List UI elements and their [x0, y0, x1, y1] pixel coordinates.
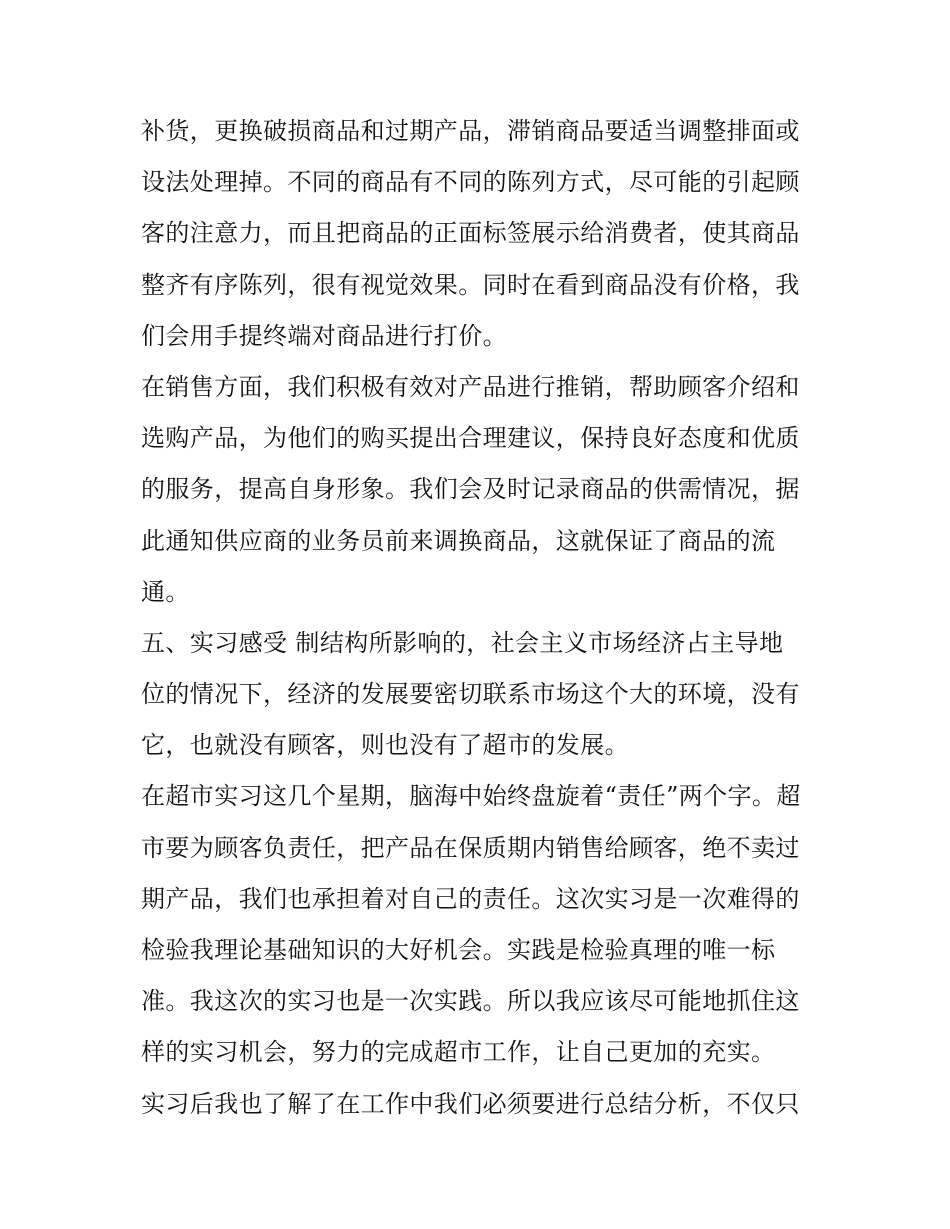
- body-text: [141, 106, 821, 1130]
- text-line: 整齐有序陈列，很有视觉效果。同时在看到商品没有价格，我: [141, 270, 800, 299]
- text-line: 检验我理论基础知识的大好机会。实践是检验真理的唯一标: [141, 936, 776, 964]
- text-line: 在销售方面，我们积极有效对产品进行推销，帮助顾客介绍和: [141, 372, 800, 401]
- text-line: 它，也就没有顾客，则也没有了超市的发展。: [141, 731, 629, 760]
- text-line: 准。我这次的实习也是一次实践。所以我应该尽可能地抓住这: [141, 987, 800, 1016]
- text-line: 设法处理掉。不同的商品有不同的陈列方式，尽可能的引起顾: [141, 168, 800, 197]
- text-line: 补货，更换破损商品和过期产品，滞销商品要适当调整排面或: [141, 117, 800, 145]
- text-line: 市要为顾客负责任，把产品在保质期内销售给顾客，绝不卖过: [141, 833, 800, 862]
- text-line: 此通知供应商的业务员前来调换商品，这就保证了商品的流: [141, 526, 776, 555]
- text-line: 在超市实习这几个星期，脑海中始终盘旋着“责任”两个字。超: [141, 782, 801, 811]
- text-line: 选购产品，为他们的购买提出合理建议，保持良好态度和优质: [141, 424, 800, 453]
- text-line: 位的情况下，经济的发展要密切联系市场这个大的环境，没有: [141, 680, 800, 709]
- text-line: 期产品，我们也承担着对自己的责任。这次实习是一次难得的: [141, 884, 800, 913]
- text-line: 通。: [141, 577, 190, 606]
- text-line: 的服务，提高自身形象。我们会及时记录商品的供需情况，据: [141, 475, 800, 504]
- text-line: 实习后我也了解了在工作中我们必须要进行总结分析，不仅只: [141, 1089, 800, 1118]
- text-line: 们会用手提终端对商品进行打价。: [141, 321, 507, 350]
- text-line: 样的实习机会，努力的完成超市工作，让自己更加的充实。: [141, 1038, 776, 1067]
- section-heading-line: 五、实习感受 制结构所影响的，社会主义市场经济占主导地: [141, 628, 784, 657]
- text-line: 客的注意力，而且把商品的正面标签展示给消费者，使其商品: [141, 219, 800, 248]
